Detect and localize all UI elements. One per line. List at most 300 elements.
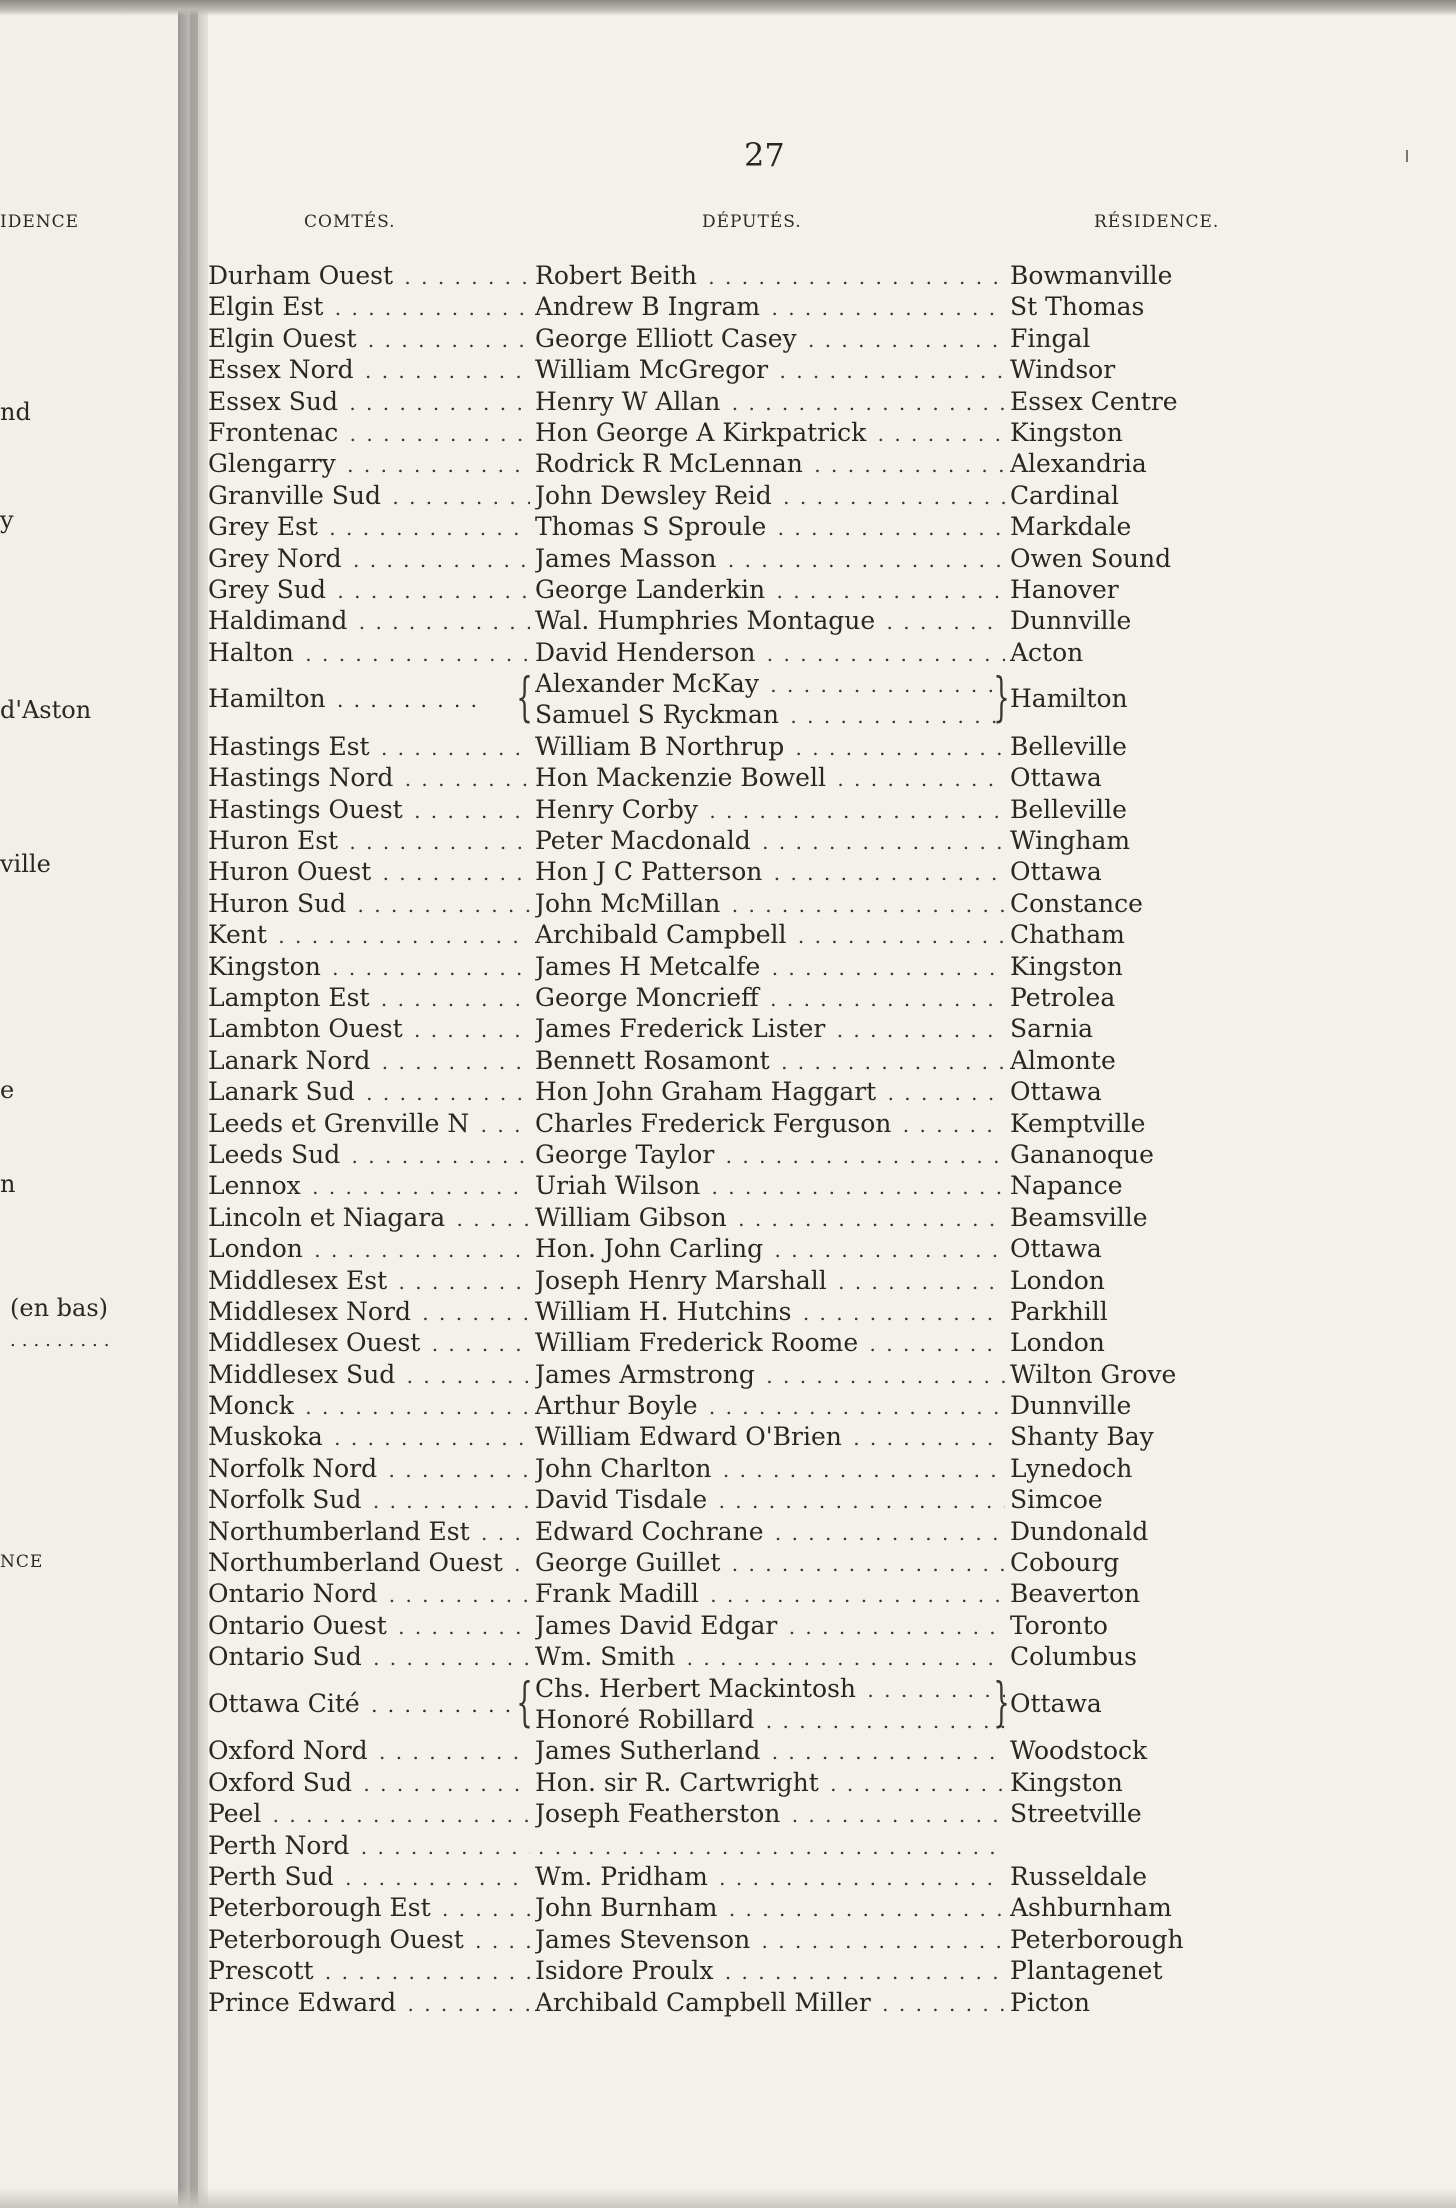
deputy-cell bbox=[535, 511, 1005, 542]
table-row bbox=[0, 1735, 1456, 1766]
county-cell bbox=[208, 1924, 530, 1957]
table-row bbox=[0, 1798, 1456, 1829]
table-row bbox=[0, 386, 1456, 417]
table-row bbox=[0, 1108, 1456, 1139]
deputy-name: Robert Beith bbox=[535, 261, 700, 290]
residence-cell: Columbus bbox=[1010, 1642, 1137, 1672]
county-cell bbox=[208, 762, 530, 795]
deputy-cell bbox=[535, 951, 1005, 982]
county-cell bbox=[208, 982, 530, 1015]
residence-cell: Beaverton bbox=[1010, 1579, 1141, 1609]
county-name: Norfolk Sud bbox=[208, 1485, 365, 1514]
county-name: Ontario Ouest bbox=[208, 1611, 390, 1640]
residence-cell: Ottawa bbox=[1010, 1234, 1102, 1264]
page-number: 27 bbox=[744, 136, 785, 174]
residence-cell: London bbox=[1010, 1328, 1105, 1358]
table-row bbox=[0, 1421, 1456, 1452]
county-name: Halton bbox=[208, 638, 297, 667]
county-name: Lampton Est bbox=[208, 983, 373, 1012]
county-name: Lanark Sud bbox=[208, 1077, 358, 1106]
residence-cell: Woodstock bbox=[1010, 1736, 1148, 1766]
county-cell bbox=[208, 1987, 530, 2020]
county-name: Huron Sud bbox=[208, 889, 349, 918]
deputy-name: William Frederick Roome bbox=[535, 1328, 861, 1357]
residence-cell: Acton bbox=[1010, 637, 1084, 667]
left-page-fragment: n bbox=[0, 1170, 16, 1198]
deputy-name: Archibald Campbell Miller bbox=[535, 1988, 874, 2017]
residence-cell: Russeldale bbox=[1010, 1861, 1148, 1891]
county-cell bbox=[208, 888, 530, 921]
county-cell bbox=[208, 386, 530, 419]
residence-cell: Peterborough bbox=[1010, 1924, 1184, 1954]
county-cell bbox=[208, 1484, 530, 1517]
county-name: Grey Nord bbox=[208, 544, 345, 573]
county-name: Lennox bbox=[208, 1171, 304, 1200]
table-row bbox=[0, 1924, 1456, 1955]
residence-cell: Ottawa bbox=[1010, 1688, 1102, 1718]
deputy-name: Charles Frederick Ferguson bbox=[535, 1109, 894, 1138]
county-name: Grey Sud bbox=[208, 575, 329, 604]
table-row bbox=[0, 1265, 1456, 1296]
deputy-cell bbox=[535, 1924, 1005, 1955]
deputy-name: Chs. Herbert Mackintosh bbox=[535, 1674, 859, 1703]
left-page-fragment: y bbox=[0, 506, 14, 534]
deputy-name: John McMillan bbox=[535, 889, 723, 918]
county-cell bbox=[208, 1641, 530, 1674]
deputy-name: James H Metcalfe bbox=[535, 952, 763, 981]
county-cell bbox=[208, 1767, 530, 1800]
column-header-deputies: DÉPUTÉS. bbox=[702, 212, 802, 232]
residence-cell: Toronto bbox=[1010, 1610, 1108, 1640]
deputy-name: James Stevenson bbox=[535, 1925, 753, 1954]
county-cell bbox=[208, 1233, 530, 1266]
county-name: Perth Nord bbox=[208, 1831, 352, 1860]
deputy-cell bbox=[535, 1484, 1005, 1515]
table-row bbox=[0, 1327, 1456, 1358]
county-cell bbox=[208, 919, 530, 952]
residence-cell: Ottawa bbox=[1010, 763, 1102, 793]
deputy-name: Henry W Allan bbox=[535, 387, 723, 416]
residence-cell: Cardinal bbox=[1010, 480, 1119, 510]
table-row bbox=[0, 1233, 1456, 1264]
county-cell bbox=[208, 1547, 530, 1580]
county-name: Essex Sud bbox=[208, 387, 341, 416]
county-name: Ontario Sud bbox=[208, 1642, 365, 1671]
county-cell bbox=[208, 1453, 530, 1486]
deputy-cell bbox=[535, 291, 1005, 322]
deputy-name: Hon. John Carling bbox=[535, 1234, 766, 1263]
county-name: Middlesex Sud bbox=[208, 1360, 398, 1389]
deputy-name: Rodrick R McLennan bbox=[535, 449, 806, 478]
table-row bbox=[0, 1516, 1456, 1547]
residence-cell: St Thomas bbox=[1010, 292, 1145, 322]
residence-cell: Ottawa bbox=[1010, 857, 1102, 887]
table-row bbox=[0, 1610, 1456, 1641]
deputy-cell bbox=[535, 1987, 1005, 2018]
deputy-name: Hon George A Kirkpatrick bbox=[535, 418, 869, 447]
deputy-cell bbox=[535, 323, 1005, 354]
residence-cell: Wingham bbox=[1010, 826, 1131, 856]
right-brace-icon: } bbox=[993, 1672, 1010, 1733]
county-name: Peterborough Ouest bbox=[208, 1925, 467, 1954]
county-name: Leeds Sud bbox=[208, 1140, 343, 1169]
county-cell bbox=[208, 1955, 530, 1988]
deputy-cell bbox=[535, 1296, 1005, 1327]
deputy-cell bbox=[535, 354, 1005, 385]
table-row bbox=[0, 448, 1456, 479]
deputy-cell bbox=[535, 1641, 1005, 1672]
table-row bbox=[0, 1296, 1456, 1327]
deputy-cell bbox=[535, 794, 1005, 825]
residence-cell: Hamilton bbox=[1010, 684, 1128, 714]
deputy-cell bbox=[535, 605, 1005, 636]
deputy-cell bbox=[535, 1202, 1005, 1233]
deputy-cell bbox=[535, 417, 1005, 448]
residence-cell: Ashburnham bbox=[1010, 1893, 1172, 1923]
county-name: Kent bbox=[208, 920, 270, 949]
deputy-cell bbox=[535, 1233, 1005, 1264]
residence-cell: Wilton Grove bbox=[1010, 1359, 1177, 1389]
county-name: Hastings Ouest bbox=[208, 795, 406, 824]
deputy-cell bbox=[535, 1955, 1005, 1986]
deputy-name: William Gibson bbox=[535, 1203, 730, 1232]
residence-cell: Kemptville bbox=[1010, 1108, 1146, 1138]
deputy-name: Samuel S Ryckman bbox=[535, 700, 782, 729]
table-row bbox=[0, 1359, 1456, 1390]
county-cell bbox=[208, 1045, 530, 1078]
page-blemish bbox=[1406, 150, 1408, 162]
residence-cell: Constance bbox=[1010, 888, 1143, 918]
county-name: Perth Sud bbox=[208, 1862, 337, 1891]
deputy-cell bbox=[535, 1139, 1005, 1170]
county-name: Hastings Nord bbox=[208, 763, 396, 792]
residence-cell: Lynedoch bbox=[1010, 1453, 1133, 1483]
table-row bbox=[0, 794, 1456, 825]
county-cell bbox=[208, 291, 530, 324]
county-name: Monck bbox=[208, 1391, 297, 1420]
county-cell bbox=[208, 1861, 530, 1894]
county-cell bbox=[208, 605, 530, 638]
deputy-cell bbox=[535, 982, 1005, 1013]
county-name: Leeds et Grenville N bbox=[208, 1109, 472, 1138]
deputy-cell bbox=[535, 731, 1005, 762]
county-name: Hastings Est bbox=[208, 732, 373, 761]
table-row bbox=[0, 982, 1456, 1013]
table-row bbox=[0, 1045, 1456, 1076]
county-name: Middlesex Nord bbox=[208, 1297, 414, 1326]
table-row bbox=[0, 1076, 1456, 1107]
deputy-cell bbox=[535, 1390, 1005, 1421]
county-name: Frontenac bbox=[208, 418, 341, 447]
deputy-cell bbox=[535, 856, 1005, 887]
county-cell bbox=[208, 1516, 530, 1549]
residence-cell: Petrolea bbox=[1010, 983, 1116, 1012]
deputy-name: Hon. sir R. Cartwright bbox=[535, 1768, 822, 1797]
county-name: Peel bbox=[208, 1799, 264, 1828]
left-page-fragment: e bbox=[0, 1076, 15, 1104]
deputy-name: Joseph Henry Marshall bbox=[535, 1266, 830, 1295]
deputy-name: William Edward O'Brien bbox=[535, 1422, 845, 1451]
deputy-cell bbox=[535, 1830, 1005, 1861]
deputy-name: Hon Mackenzie Bowell bbox=[535, 763, 829, 792]
residence-cell: Bowmanville bbox=[1010, 261, 1173, 290]
left-page-fragment: IDENCE bbox=[0, 212, 80, 232]
deputy-table bbox=[0, 260, 1456, 2018]
county-cell bbox=[208, 1013, 530, 1046]
deputy-cell bbox=[535, 1327, 1005, 1358]
deputy-name: James Masson bbox=[535, 544, 720, 573]
county-name: Hamilton bbox=[208, 684, 329, 713]
deputy-name: David Henderson bbox=[535, 638, 758, 667]
table-row bbox=[0, 1673, 1456, 1736]
deputy-cell bbox=[535, 825, 1005, 856]
deputy-cell bbox=[535, 1892, 1005, 1923]
deputy-name: David Tisdale bbox=[535, 1485, 710, 1514]
county-cell bbox=[208, 1798, 530, 1831]
left-page-fragment: (en bas) bbox=[10, 1294, 109, 1322]
residence-cell: Dundonald bbox=[1010, 1516, 1149, 1546]
county-cell bbox=[208, 574, 530, 607]
deputy-name: Henry Corby bbox=[535, 795, 701, 824]
deputy-cell bbox=[535, 260, 1005, 291]
deputy-cell bbox=[535, 1265, 1005, 1296]
deputy-cell bbox=[535, 1076, 1005, 1107]
residence-cell: Windsor bbox=[1010, 355, 1116, 385]
table-row bbox=[0, 762, 1456, 793]
county-name: Prince Edward bbox=[208, 1988, 399, 2017]
table-row bbox=[0, 1641, 1456, 1672]
county-name: Elgin Est bbox=[208, 292, 326, 321]
column-header-residence: RÉSIDENCE. bbox=[1094, 212, 1220, 232]
deputy-name: John Burnham bbox=[535, 1893, 720, 1922]
deputy-cell bbox=[535, 888, 1005, 919]
deputy-cell bbox=[535, 1453, 1005, 1484]
county-name: Elgin Ouest bbox=[208, 324, 360, 353]
deputy-name: Isidore Proulx bbox=[535, 1956, 716, 1985]
deputy-name: George Taylor bbox=[535, 1140, 717, 1169]
residence-cell: Sarnia bbox=[1010, 1014, 1093, 1044]
deputy-name: Wm. Smith bbox=[535, 1642, 678, 1671]
county-name: Essex Nord bbox=[208, 355, 357, 384]
deputy-cell bbox=[535, 1673, 1005, 1736]
residence-cell: Simcoe bbox=[1010, 1485, 1103, 1515]
residence-cell: Chatham bbox=[1010, 920, 1125, 950]
county-name: Huron Ouest bbox=[208, 857, 374, 886]
county-name: Oxford Sud bbox=[208, 1768, 355, 1797]
county-cell bbox=[208, 323, 530, 356]
county-cell bbox=[208, 1296, 530, 1329]
county-name: Lincoln et Niagara bbox=[208, 1203, 448, 1232]
table-row bbox=[0, 637, 1456, 668]
county-name: Lambton Ouest bbox=[208, 1014, 406, 1043]
table-row bbox=[0, 1892, 1456, 1923]
table-row bbox=[0, 888, 1456, 919]
deputy-cell bbox=[535, 1547, 1005, 1578]
table-row bbox=[0, 605, 1456, 636]
county-cell bbox=[208, 825, 530, 858]
county-cell bbox=[208, 511, 530, 544]
county-cell bbox=[208, 1421, 530, 1454]
county-cell bbox=[208, 1265, 530, 1298]
deputy-name: Bennett Rosamont bbox=[535, 1046, 773, 1075]
county-cell bbox=[208, 1202, 530, 1235]
county-cell bbox=[208, 1108, 530, 1141]
deputy-cell bbox=[535, 1516, 1005, 1547]
table-row bbox=[0, 1861, 1456, 1892]
county-name: Oxford Nord bbox=[208, 1736, 371, 1765]
deputy-name: Andrew B Ingram bbox=[535, 292, 763, 321]
county-name: Muskoka bbox=[208, 1422, 326, 1451]
right-brace-icon: } bbox=[993, 668, 1010, 729]
deputy-name: Peter Macdonald bbox=[535, 826, 754, 855]
deputy-cell bbox=[535, 1108, 1005, 1139]
left-page-dot-leader: ......... bbox=[10, 1330, 116, 1351]
residence-cell: Napance bbox=[1010, 1171, 1123, 1201]
residence-cell: Alexandria bbox=[1010, 449, 1147, 479]
deputy-cell bbox=[535, 1798, 1005, 1829]
county-cell bbox=[208, 1390, 530, 1423]
county-cell bbox=[208, 543, 530, 576]
table-row bbox=[0, 1484, 1456, 1515]
deputy-cell bbox=[535, 1861, 1005, 1892]
deputy-cell bbox=[535, 1421, 1005, 1452]
deputy-name: Archibald Campbell bbox=[535, 920, 790, 949]
deputy-cell bbox=[535, 386, 1005, 417]
scan-top-edge bbox=[0, 0, 1456, 16]
deputy-name: Thomas S Sproule bbox=[535, 512, 769, 541]
deputy-cell bbox=[535, 1767, 1005, 1798]
county-name: Peterborough Est bbox=[208, 1893, 434, 1922]
table-row bbox=[0, 574, 1456, 605]
deputy-name: Alexander McKay bbox=[535, 669, 762, 698]
county-cell bbox=[208, 951, 530, 984]
deputy-name: Frank Madill bbox=[535, 1579, 702, 1608]
deputy-name: Wal. Humphries Montague bbox=[535, 606, 878, 635]
residence-cell: Cobourg bbox=[1010, 1548, 1120, 1578]
deputy-name bbox=[535, 1831, 538, 1860]
residence-cell: Belleville bbox=[1010, 794, 1127, 824]
deputy-cell bbox=[535, 448, 1005, 479]
deputy-name: John Charlton bbox=[535, 1454, 715, 1483]
deputy-name: Hon John Graham Haggart bbox=[535, 1077, 879, 1106]
residence-cell: Fingal bbox=[1010, 323, 1091, 353]
county-cell bbox=[208, 1139, 530, 1172]
county-name: Huron Est bbox=[208, 826, 341, 855]
left-page-fragment: nd bbox=[0, 398, 31, 426]
county-cell bbox=[208, 1170, 530, 1203]
table-row bbox=[0, 291, 1456, 322]
deputy-cell bbox=[535, 1578, 1005, 1609]
deputy-cell bbox=[535, 1045, 1005, 1076]
county-name: Glengarry bbox=[208, 449, 339, 478]
county-cell bbox=[208, 448, 530, 481]
county-cell bbox=[208, 480, 530, 513]
residence-cell: London bbox=[1010, 1265, 1105, 1295]
deputy-name: Arthur Boyle bbox=[535, 1391, 701, 1420]
deputy-name: James Sutherland bbox=[535, 1736, 763, 1765]
table-row bbox=[0, 1390, 1456, 1421]
residence-cell: Ottawa bbox=[1010, 1077, 1102, 1107]
residence-cell: Essex Centre bbox=[1010, 386, 1178, 416]
residence-cell: Dunnville bbox=[1010, 606, 1132, 636]
deputy-name: George Landerkin bbox=[535, 575, 768, 604]
county-cell bbox=[208, 794, 530, 827]
deputy-name: James David Edgar bbox=[535, 1611, 780, 1640]
deputy-name: Honoré Robillard bbox=[535, 1705, 757, 1734]
deputy-name: Edward Cochrane bbox=[535, 1517, 767, 1546]
county-cell bbox=[208, 260, 530, 293]
left-brace-icon: { bbox=[516, 1672, 533, 1733]
column-header-counties: COMTÉS. bbox=[304, 212, 396, 232]
table-row bbox=[0, 1139, 1456, 1170]
residence-cell: Markdale bbox=[1010, 512, 1132, 542]
table-row bbox=[0, 951, 1456, 982]
county-name: Ottawa Cité bbox=[208, 1689, 363, 1718]
county-cell bbox=[208, 637, 530, 670]
county-cell bbox=[208, 1892, 530, 1925]
table-row bbox=[0, 1767, 1456, 1798]
county-cell bbox=[208, 856, 530, 889]
county-cell bbox=[208, 354, 530, 387]
county-name: Middlesex Est bbox=[208, 1266, 390, 1295]
deputy-name: James Armstrong bbox=[535, 1360, 758, 1389]
deputy-cell bbox=[535, 762, 1005, 793]
deputy-cell bbox=[535, 919, 1005, 950]
deputy-name: William H. Hutchins bbox=[535, 1297, 794, 1326]
residence-cell: Streetville bbox=[1010, 1799, 1142, 1829]
deputy-name: Joseph Featherston bbox=[535, 1799, 783, 1828]
table-row bbox=[0, 825, 1456, 856]
scan-bottom-edge bbox=[0, 2188, 1456, 2208]
table-row bbox=[0, 1955, 1456, 1986]
table-row bbox=[0, 511, 1456, 542]
residence-cell: Shanty Bay bbox=[1010, 1422, 1154, 1452]
county-name: Middlesex Ouest bbox=[208, 1328, 423, 1357]
residence-cell: Owen Sound bbox=[1010, 543, 1172, 573]
table-row bbox=[0, 354, 1456, 385]
county-cell bbox=[208, 1578, 530, 1611]
deputy-cell bbox=[535, 543, 1005, 574]
residence-cell: Kingston bbox=[1010, 417, 1123, 447]
deputy-name: James Frederick Lister bbox=[535, 1014, 828, 1043]
deputy-cell bbox=[535, 574, 1005, 605]
residence-cell: Picton bbox=[1010, 1987, 1091, 2017]
deputy-name: Wm. Pridham bbox=[535, 1862, 711, 1891]
deputy-cell bbox=[535, 480, 1005, 511]
table-row bbox=[0, 1202, 1456, 1233]
county-name: Prescott bbox=[208, 1956, 317, 1985]
left-page-fragment: NCE bbox=[0, 1552, 44, 1572]
left-page-fragment: ville bbox=[0, 850, 51, 878]
deputy-cell bbox=[535, 1610, 1005, 1641]
county-cell: Hamilton . . . . . . . . . bbox=[208, 684, 480, 714]
county-name: Northumberland Ouest bbox=[208, 1548, 506, 1577]
residence-cell: Gananoque bbox=[1010, 1139, 1154, 1169]
table-row bbox=[0, 1578, 1456, 1609]
deputy-name: George Elliott Casey bbox=[535, 324, 800, 353]
residence-cell: Beamsville bbox=[1010, 1202, 1148, 1232]
county-cell: Ottawa Cité . . . . . . . . . bbox=[208, 1688, 514, 1718]
county-cell bbox=[208, 1327, 530, 1360]
county-name: Norfolk Nord bbox=[208, 1454, 380, 1483]
residence-cell: Parkhill bbox=[1010, 1296, 1108, 1326]
deputy-cell bbox=[535, 1359, 1005, 1390]
county-cell bbox=[208, 1359, 530, 1392]
table-row bbox=[0, 260, 1456, 291]
county-name: Durham Ouest bbox=[208, 261, 396, 290]
residence-cell: Plantagenet bbox=[1010, 1956, 1163, 1986]
deputy-name: John Dewsley Reid bbox=[535, 481, 775, 510]
